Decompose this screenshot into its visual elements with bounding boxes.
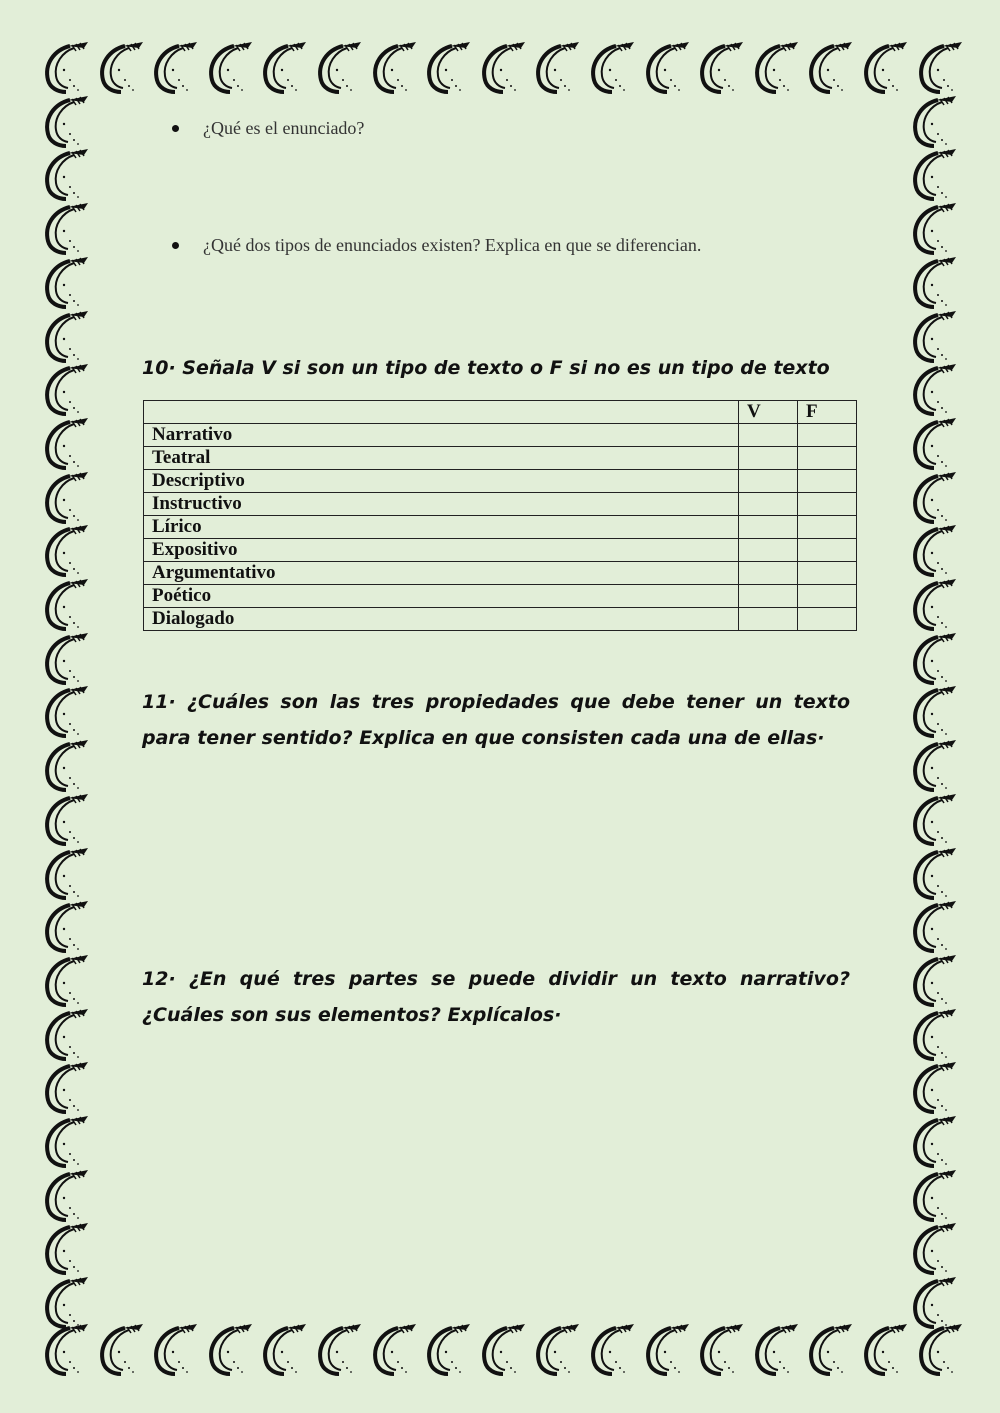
comet-swirl-icon	[531, 1322, 583, 1378]
row-label: Teatral	[144, 447, 739, 470]
comet-swirl-icon	[908, 523, 960, 579]
comet-swirl-icon	[695, 1322, 747, 1378]
comet-swirl-icon	[40, 309, 92, 365]
table-row	[144, 424, 857, 447]
question-12: 12· ¿En qué tres partes se puede dividir un texto narrativo? ¿Cuáles son sus elementos? Explícalos·	[142, 968, 850, 1026]
row-label: Lírico	[144, 516, 739, 539]
row-label: Instructivo	[144, 493, 739, 516]
row-label: Expositivo	[144, 539, 739, 562]
question-11: 11· ¿Cuáles son las tres propiedades que debe tener un texto para tener sentido? Explica en que consisten cada una de ellas·	[142, 691, 850, 749]
table-row	[144, 516, 857, 539]
table-row	[144, 585, 857, 608]
comet-swirl-icon	[40, 362, 92, 418]
comet-swirl-icon	[477, 40, 529, 96]
comet-swirl-icon	[586, 40, 638, 96]
table-header-v: V	[739, 401, 798, 424]
comet-swirl-icon	[908, 738, 960, 794]
answer-cell-f[interactable]	[798, 447, 857, 470]
comet-swirl-icon	[40, 1114, 92, 1170]
comet-swirl-icon	[477, 1322, 529, 1378]
comet-swirl-icon	[908, 94, 960, 150]
table-header-blank	[144, 401, 739, 424]
comet-swirl-icon	[908, 309, 960, 365]
comet-swirl-icon	[914, 1322, 966, 1378]
comet-swirl-icon	[40, 684, 92, 740]
answer-cell-f[interactable]	[798, 562, 857, 585]
table-header-f: F	[798, 401, 857, 424]
comet-swirl-icon	[149, 40, 201, 96]
comet-swirl-icon	[804, 40, 856, 96]
comet-swirl-icon	[40, 631, 92, 687]
comet-swirl-icon	[40, 94, 92, 150]
comet-swirl-icon	[908, 1060, 960, 1116]
answer-cell-f[interactable]	[798, 585, 857, 608]
row-label: Argumentativo	[144, 562, 739, 585]
comet-swirl-icon	[204, 40, 256, 96]
table-row	[144, 493, 857, 516]
comet-swirl-icon	[40, 577, 92, 633]
comet-swirl-icon	[586, 1322, 638, 1378]
comet-swirl-icon	[804, 1322, 856, 1378]
comet-swirl-icon	[750, 40, 802, 96]
comet-swirl-icon	[40, 40, 92, 96]
comet-swirl-icon	[908, 899, 960, 955]
comet-swirl-icon	[40, 416, 92, 472]
answer-cell-f[interactable]	[798, 516, 857, 539]
comet-swirl-icon	[908, 792, 960, 848]
comet-swirl-icon	[908, 147, 960, 203]
comet-swirl-icon	[40, 953, 92, 1009]
answer-cell-f[interactable]	[798, 493, 857, 516]
comet-swirl-icon	[908, 1275, 960, 1331]
comet-swirl-icon	[908, 201, 960, 257]
comet-swirl-icon	[908, 577, 960, 633]
comet-swirl-icon	[908, 255, 960, 311]
bullet-dot-icon	[172, 125, 179, 132]
answer-cell-f[interactable]	[798, 608, 857, 631]
row-label: Descriptivo	[144, 470, 739, 493]
bullet-dot-icon	[172, 242, 179, 249]
bullet-item-tipos-enunciado	[172, 235, 701, 256]
answer-cell-v[interactable]	[739, 493, 798, 516]
bullet-text: ¿Qué es el enunciado?	[203, 118, 365, 138]
comet-swirl-icon	[422, 1322, 474, 1378]
comet-swirl-icon	[641, 1322, 693, 1378]
answer-cell-f[interactable]	[798, 470, 857, 493]
comet-swirl-icon	[859, 1322, 911, 1378]
comet-swirl-icon	[908, 846, 960, 902]
comet-swirl-icon	[258, 1322, 310, 1378]
answer-cell-v[interactable]	[739, 562, 798, 585]
comet-swirl-icon	[204, 1322, 256, 1378]
comet-swirl-icon	[908, 1221, 960, 1277]
comet-swirl-icon	[40, 899, 92, 955]
bullet-item-enunciado	[172, 118, 364, 139]
table-row	[144, 447, 857, 470]
answer-cell-f[interactable]	[798, 539, 857, 562]
question-10: 10· Señala V si son un tipo de texto o F si no es un tipo de texto	[142, 357, 830, 379]
comet-swirl-icon	[40, 1168, 92, 1224]
comet-swirl-icon	[313, 1322, 365, 1378]
answer-cell-v[interactable]	[739, 608, 798, 631]
comet-swirl-icon	[908, 416, 960, 472]
comet-swirl-icon	[40, 255, 92, 311]
comet-swirl-icon	[40, 523, 92, 579]
comet-swirl-icon	[40, 846, 92, 902]
answer-cell-v[interactable]	[739, 424, 798, 447]
comet-swirl-icon	[40, 470, 92, 526]
table-header-row	[144, 401, 857, 424]
comet-swirl-icon	[908, 953, 960, 1009]
comet-swirl-icon	[40, 201, 92, 257]
comet-swirl-icon	[40, 792, 92, 848]
comet-swirl-icon	[859, 40, 911, 96]
answer-cell-v[interactable]	[739, 470, 798, 493]
comet-swirl-icon	[368, 40, 420, 96]
comet-swirl-icon	[258, 40, 310, 96]
true-false-table	[143, 400, 857, 631]
comet-swirl-icon	[40, 1221, 92, 1277]
row-label: Narrativo	[144, 424, 739, 447]
answer-cell-v[interactable]	[739, 516, 798, 539]
comet-swirl-icon	[908, 470, 960, 526]
comet-swirl-icon	[40, 1275, 92, 1331]
comet-swirl-icon	[908, 1114, 960, 1170]
comet-swirl-icon	[750, 1322, 802, 1378]
comet-swirl-icon	[95, 40, 147, 96]
table-row	[144, 608, 857, 631]
comet-swirl-icon	[422, 40, 474, 96]
comet-swirl-icon	[149, 1322, 201, 1378]
answer-cell-f[interactable]	[798, 424, 857, 447]
comet-swirl-icon	[908, 1007, 960, 1063]
table-row	[144, 562, 857, 585]
comet-swirl-icon	[531, 40, 583, 96]
table-row	[144, 539, 857, 562]
comet-swirl-icon	[40, 1322, 92, 1378]
comet-swirl-icon	[908, 631, 960, 687]
row-label: Dialogado	[144, 608, 739, 631]
comet-swirl-icon	[40, 147, 92, 203]
table-row	[144, 470, 857, 493]
comet-swirl-icon	[914, 40, 966, 96]
comet-swirl-icon	[40, 738, 92, 794]
answer-cell-v[interactable]	[739, 447, 798, 470]
comet-swirl-icon	[40, 1060, 92, 1116]
comet-swirl-icon	[695, 40, 747, 96]
comet-swirl-icon	[313, 40, 365, 96]
comet-swirl-icon	[40, 1007, 92, 1063]
answer-cell-v[interactable]	[739, 585, 798, 608]
comet-swirl-icon	[641, 40, 693, 96]
comet-swirl-icon	[908, 362, 960, 418]
row-label: Poético	[144, 585, 739, 608]
comet-swirl-icon	[368, 1322, 420, 1378]
comet-swirl-icon	[908, 1168, 960, 1224]
answer-cell-v[interactable]	[739, 539, 798, 562]
comet-swirl-icon	[95, 1322, 147, 1378]
comet-swirl-icon	[908, 684, 960, 740]
bullet-text: ¿Qué dos tipos de enunciados existen? Explica en que se diferencian.	[203, 235, 702, 255]
